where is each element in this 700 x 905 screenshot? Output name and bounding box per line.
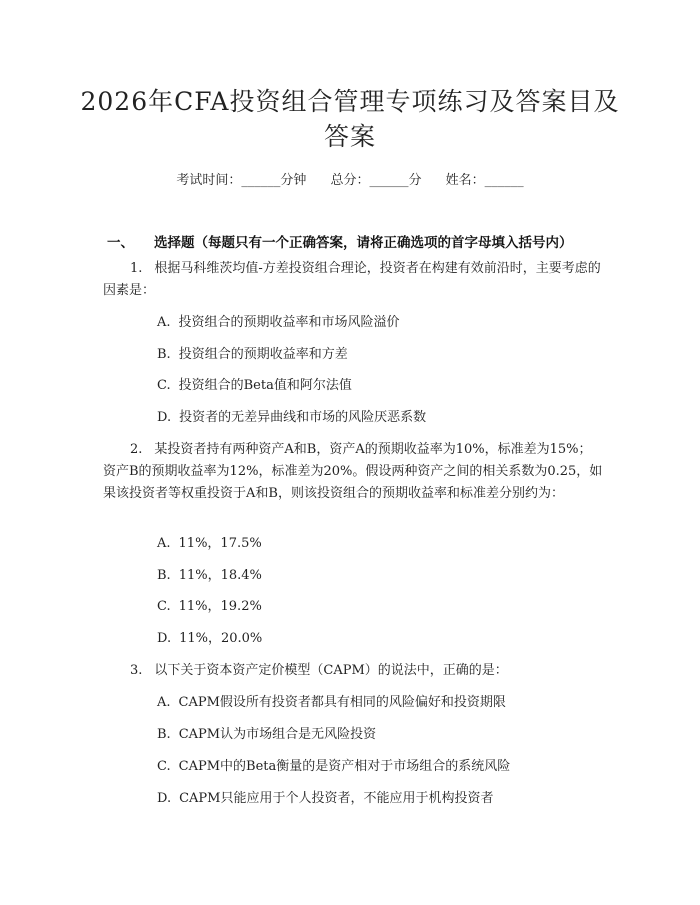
- question-1-option-d: [157, 409, 426, 427]
- option-letter: D.: [157, 410, 172, 425]
- option-letter: D.: [157, 631, 172, 646]
- option-letter: C.: [157, 378, 171, 393]
- name-field: 姓名：______: [445, 173, 524, 188]
- option-text: CAPM只能应用于个人投资者，不能应用于机构投资者: [179, 791, 494, 806]
- option-letter: B.: [157, 347, 171, 362]
- option-text: 投资组合的预期收益率和方差: [178, 347, 348, 362]
- question-number: 1.: [130, 261, 143, 276]
- option-letter: B.: [157, 568, 171, 583]
- question-2-option-b: [157, 567, 262, 585]
- option-text: CAPM中的Beta衡量的是资产相对于市场组合的系统风险: [178, 759, 511, 774]
- option-letter: A.: [157, 315, 171, 330]
- exam-info: [0, 169, 700, 188]
- question-1-option-b: [157, 346, 348, 364]
- question-3: [103, 660, 603, 682]
- option-letter: C.: [157, 759, 171, 774]
- option-letter: A.: [157, 695, 171, 710]
- question-2-option-a: [157, 535, 262, 553]
- option-text: 投资者的无差异曲线和市场的风险厌恶系数: [179, 410, 427, 425]
- question-number: 3.: [130, 663, 143, 678]
- question-text: 以下关于资本资产定价模型（CAPM）的说法中，正确的是：: [154, 663, 508, 678]
- section-heading: [107, 231, 573, 251]
- question-3-option-d: [157, 790, 494, 808]
- document-title: 2026年CFA投资组合管理专项练习及答案目及答案: [80, 87, 620, 151]
- option-letter: A.: [157, 536, 171, 551]
- question-1-option-c: [157, 377, 352, 395]
- option-letter: B.: [157, 727, 171, 742]
- question-2-option-c: [157, 598, 262, 616]
- question-1-option-a: [157, 314, 400, 332]
- question-number: 2.: [130, 442, 143, 457]
- option-text: CAPM假设所有投资者都具有相同的风险偏好和投资期限: [178, 695, 506, 710]
- option-text: 11%，17.5%: [178, 536, 262, 551]
- section-title: 选择题（每题只有一个正确答案，请将正确选项的首字母填入括号内）: [154, 235, 573, 251]
- option-letter: C.: [157, 599, 171, 614]
- option-text: 11%，20.0%: [179, 631, 263, 646]
- question-1: [103, 258, 603, 302]
- option-letter: D.: [157, 791, 172, 806]
- option-text: 11%，18.4%: [178, 568, 262, 583]
- option-text: 投资组合的预期收益率和市场风险溢价: [178, 315, 400, 330]
- question-3-option-c: [157, 758, 510, 776]
- option-text: 11%，19.2%: [178, 599, 262, 614]
- option-text: 投资组合的Beta值和阿尔法值: [178, 378, 352, 393]
- question-3-option-a: [157, 694, 506, 712]
- option-text: CAPM认为市场组合是无风险投资: [178, 727, 377, 742]
- question-text: 某投资者持有两种资产A和B，资产A的预期收益率为10%，标准差为15%；资产B的预期收益率为12%，标准差为20%。假设两种资产之间的相关系数为0.25，如果该投资者等权重投资于A和B，则该投资组合的预期收益率和标准差分别约为：: [103, 442, 603, 501]
- exam-time-field: 考试时间：______分钟: [176, 173, 307, 188]
- section-number: 一、: [107, 235, 134, 251]
- question-text: 根据马科维茨均值-方差投资组合理论，投资者在构建有效前沿时，主要考虑的因素是：: [103, 261, 601, 298]
- question-3-option-b: [157, 726, 376, 744]
- total-score-field: 总分：______分: [330, 173, 422, 188]
- question-2: [103, 439, 603, 505]
- question-2-option-d: [157, 630, 262, 648]
